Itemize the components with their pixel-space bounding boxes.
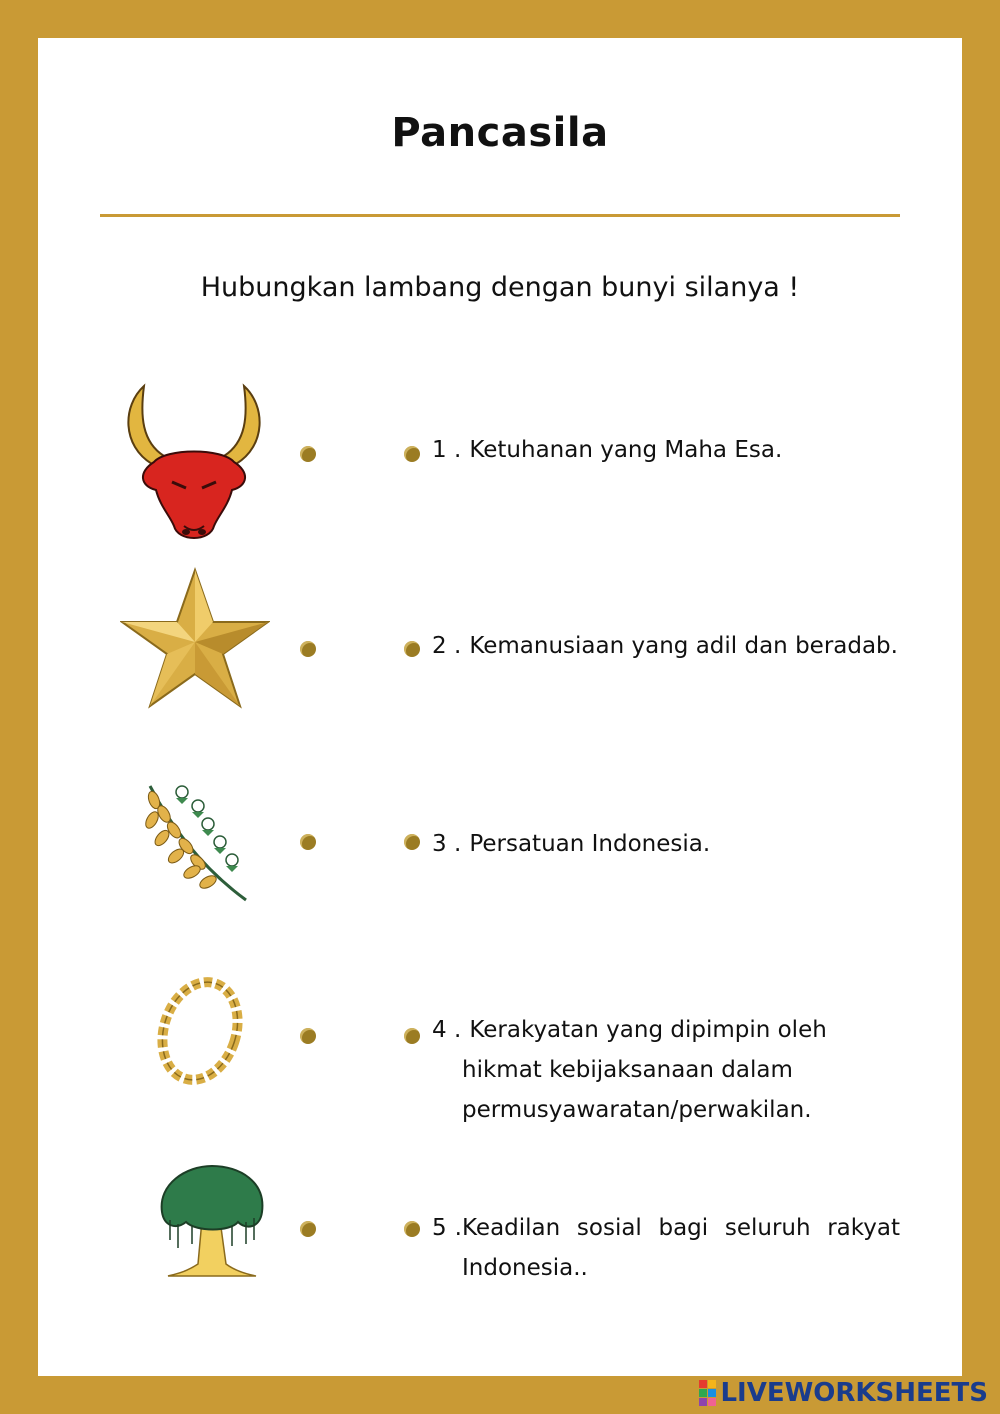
sila-number: 2 . xyxy=(432,633,462,659)
banyan-tree-icon xyxy=(156,1160,268,1278)
logo-text: LIVEWORKSHEETS xyxy=(720,1378,988,1408)
sila-item-2 xyxy=(432,626,898,666)
symbol-connector-dot-1[interactable] xyxy=(300,446,316,462)
sila-text-line-3: permusyawaratan/perwakilan. xyxy=(462,1097,812,1123)
sila-number: 1 . xyxy=(432,437,462,463)
chain-icon xyxy=(150,970,250,1092)
title-divider xyxy=(100,214,900,217)
sila-text: Kerakyatan yang dipimpin oleh xyxy=(469,1017,827,1043)
rice-cotton-icon xyxy=(142,778,252,904)
worksheet-page xyxy=(38,38,962,1376)
sila-connector-dot-5[interactable] xyxy=(404,1221,420,1237)
sila-number: 3 . xyxy=(432,831,462,857)
sila-text-line-2: hikmat kebijaksanaan dalam xyxy=(462,1057,793,1083)
sila-text: Persatuan Indonesia. xyxy=(469,831,711,857)
sila-text-line-2: Indonesia.. xyxy=(462,1255,588,1281)
star-icon xyxy=(120,566,270,710)
sila-connector-dot-2[interactable] xyxy=(404,641,420,657)
sila-connector-dot-4[interactable] xyxy=(404,1028,420,1044)
symbol-connector-dot-2[interactable] xyxy=(300,641,316,657)
sila-item-5 xyxy=(432,1208,900,1248)
symbol-connector-dot-5[interactable] xyxy=(300,1221,316,1237)
page-title: Pancasila xyxy=(391,110,609,156)
liveworksheets-logo[interactable] xyxy=(699,1378,988,1408)
sila-connector-dot-1[interactable] xyxy=(404,446,420,462)
sila-connector-dot-3[interactable] xyxy=(404,834,420,850)
sila-number: 4 . xyxy=(432,1017,462,1043)
sila-text: Kemanusiaan yang adil dan beradab. xyxy=(469,633,898,659)
sila-text: Ketuhanan yang Maha Esa. xyxy=(469,437,783,463)
sila-item-4 xyxy=(432,1010,827,1130)
bull-head-icon xyxy=(114,376,274,546)
sila-item-5-continued xyxy=(432,1248,588,1288)
sila-text: Keadilan sosial bagi seluruh rakyat xyxy=(462,1215,900,1241)
instruction-text: Hubungkan lambang dengan bunyi silanya ! xyxy=(200,272,800,303)
sila-item-1 xyxy=(432,430,782,470)
symbol-connector-dot-3[interactable] xyxy=(300,834,316,850)
sila-item-3 xyxy=(432,824,710,864)
symbol-connector-dot-4[interactable] xyxy=(300,1028,316,1044)
sila-number: 5 . xyxy=(432,1215,462,1241)
logo-blocks-icon xyxy=(699,1380,716,1406)
